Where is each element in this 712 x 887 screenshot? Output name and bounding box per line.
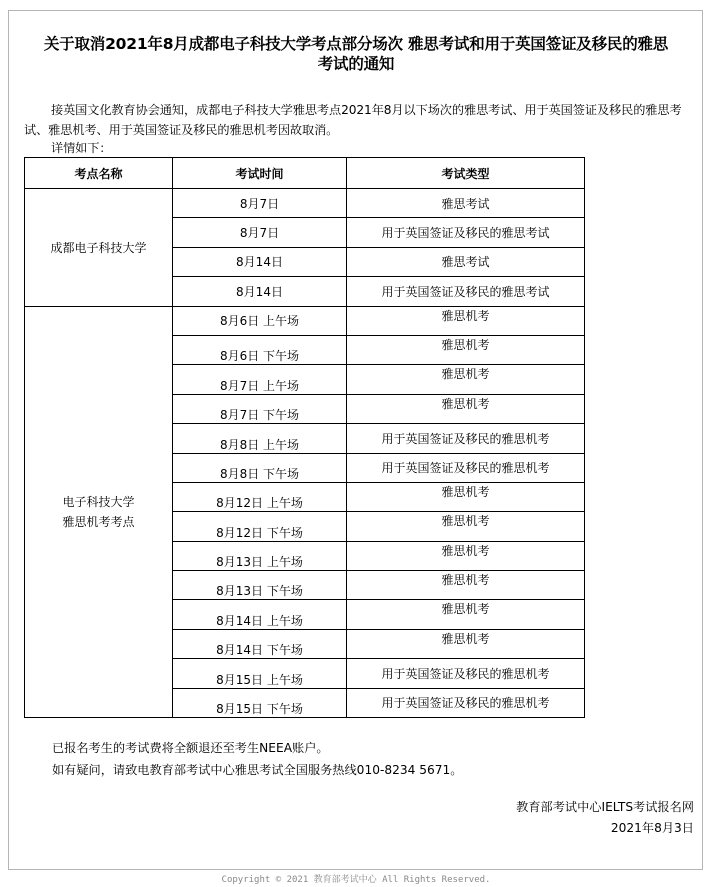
type-cell: 雅思机考 bbox=[347, 365, 585, 394]
time-cell: 8月14日 上午场 bbox=[173, 600, 347, 629]
type-cell: 雅思机考 bbox=[347, 600, 585, 629]
type-cell: 雅思考试 bbox=[347, 189, 585, 218]
header-venue: 考点名称 bbox=[25, 158, 173, 189]
title-line-1: 关于取消2021年8月成都电子科技大学考点部分场次 雅思考试和用于英国签证及移民的雅思 bbox=[43, 35, 669, 53]
time-cell: 8月15日 下午场 bbox=[173, 688, 347, 717]
time-cell: 8月15日 上午场 bbox=[173, 659, 347, 688]
time-cell: 8月8日 上午场 bbox=[173, 424, 347, 453]
type-cell: 用于英国签证及移民的雅思考试 bbox=[347, 277, 585, 306]
type-cell: 雅思机考 bbox=[347, 335, 585, 364]
time-cell: 8月6日 上午场 bbox=[173, 306, 347, 335]
signature-date: 2021年8月3日 bbox=[610, 821, 694, 835]
time-cell: 8月12日 上午场 bbox=[173, 482, 347, 511]
type-cell: 雅思机考 bbox=[347, 482, 585, 511]
header-type: 考试类型 bbox=[347, 158, 585, 189]
time-cell: 8月7日 bbox=[173, 189, 347, 218]
table-header-row bbox=[25, 158, 585, 189]
table-row bbox=[25, 189, 585, 218]
venue-line-1: 电子科技大学 bbox=[62, 494, 135, 509]
time-cell: 8月8日 下午场 bbox=[173, 453, 347, 482]
type-cell: 用于英国签证及移民的雅思机考 bbox=[347, 659, 585, 688]
hotline-note: 如有疑问，请致电教育部考试中心雅思考试全国服务热线010-8234 5671。 bbox=[52, 763, 463, 777]
type-cell: 雅思机考 bbox=[347, 306, 585, 335]
intro-paragraph: 接英国文化教育协会通知，成都电子科技大学雅思考点2021年8月以下场次的雅思考试、用于英国签证及移民的雅思考试、雅思机考、用于英国签证及移民的雅思机考因故取消。 bbox=[24, 103, 682, 137]
time-cell: 8月14日 bbox=[173, 277, 347, 306]
signature-org: 教育部考试中心IELTS考试报名网 bbox=[516, 800, 694, 814]
time-cell: 8月13日 上午场 bbox=[173, 541, 347, 570]
time-cell: 8月14日 bbox=[173, 247, 347, 276]
table-row bbox=[25, 306, 585, 335]
type-cell: 雅思机考 bbox=[347, 512, 585, 541]
type-cell: 用于英国签证及移民的雅思机考 bbox=[347, 453, 585, 482]
venue-cell bbox=[25, 306, 173, 717]
time-cell: 8月7日 下午场 bbox=[173, 394, 347, 423]
type-cell: 雅思考试 bbox=[347, 247, 585, 276]
time-cell: 8月13日 下午场 bbox=[173, 571, 347, 600]
notice-title bbox=[20, 34, 692, 74]
time-cell: 8月7日 上午场 bbox=[173, 365, 347, 394]
type-cell: 雅思机考 bbox=[347, 394, 585, 423]
venue-cell: 成都电子科技大学 bbox=[25, 189, 173, 307]
type-cell: 雅思机考 bbox=[347, 571, 585, 600]
refund-note: 已报名考生的考试费将全额退还至考生NEEA账户。 bbox=[52, 741, 329, 755]
type-cell: 用于英国签证及移民的雅思机考 bbox=[347, 688, 585, 717]
cancellation-table bbox=[24, 157, 585, 718]
venue-line-2: 雅思机考考点 bbox=[62, 514, 135, 529]
title-line-2: 考试的通知 bbox=[317, 55, 395, 73]
type-cell: 雅思机考 bbox=[347, 629, 585, 658]
type-cell: 用于英国签证及移民的雅思机考 bbox=[347, 424, 585, 453]
time-cell: 8月14日 下午场 bbox=[173, 629, 347, 658]
time-cell: 8月12日 下午场 bbox=[173, 512, 347, 541]
copyright-footer: Copyright © 2021 教育部考试中心 All Rights Reserved. bbox=[221, 875, 491, 885]
time-cell: 8月6日 下午场 bbox=[173, 335, 347, 364]
type-cell: 用于英国签证及移民的雅思考试 bbox=[347, 218, 585, 247]
time-cell: 8月7日 bbox=[173, 218, 347, 247]
detail-label: 详情如下： bbox=[51, 141, 112, 155]
type-cell: 雅思机考 bbox=[347, 541, 585, 570]
header-time: 考试时间 bbox=[173, 158, 347, 189]
